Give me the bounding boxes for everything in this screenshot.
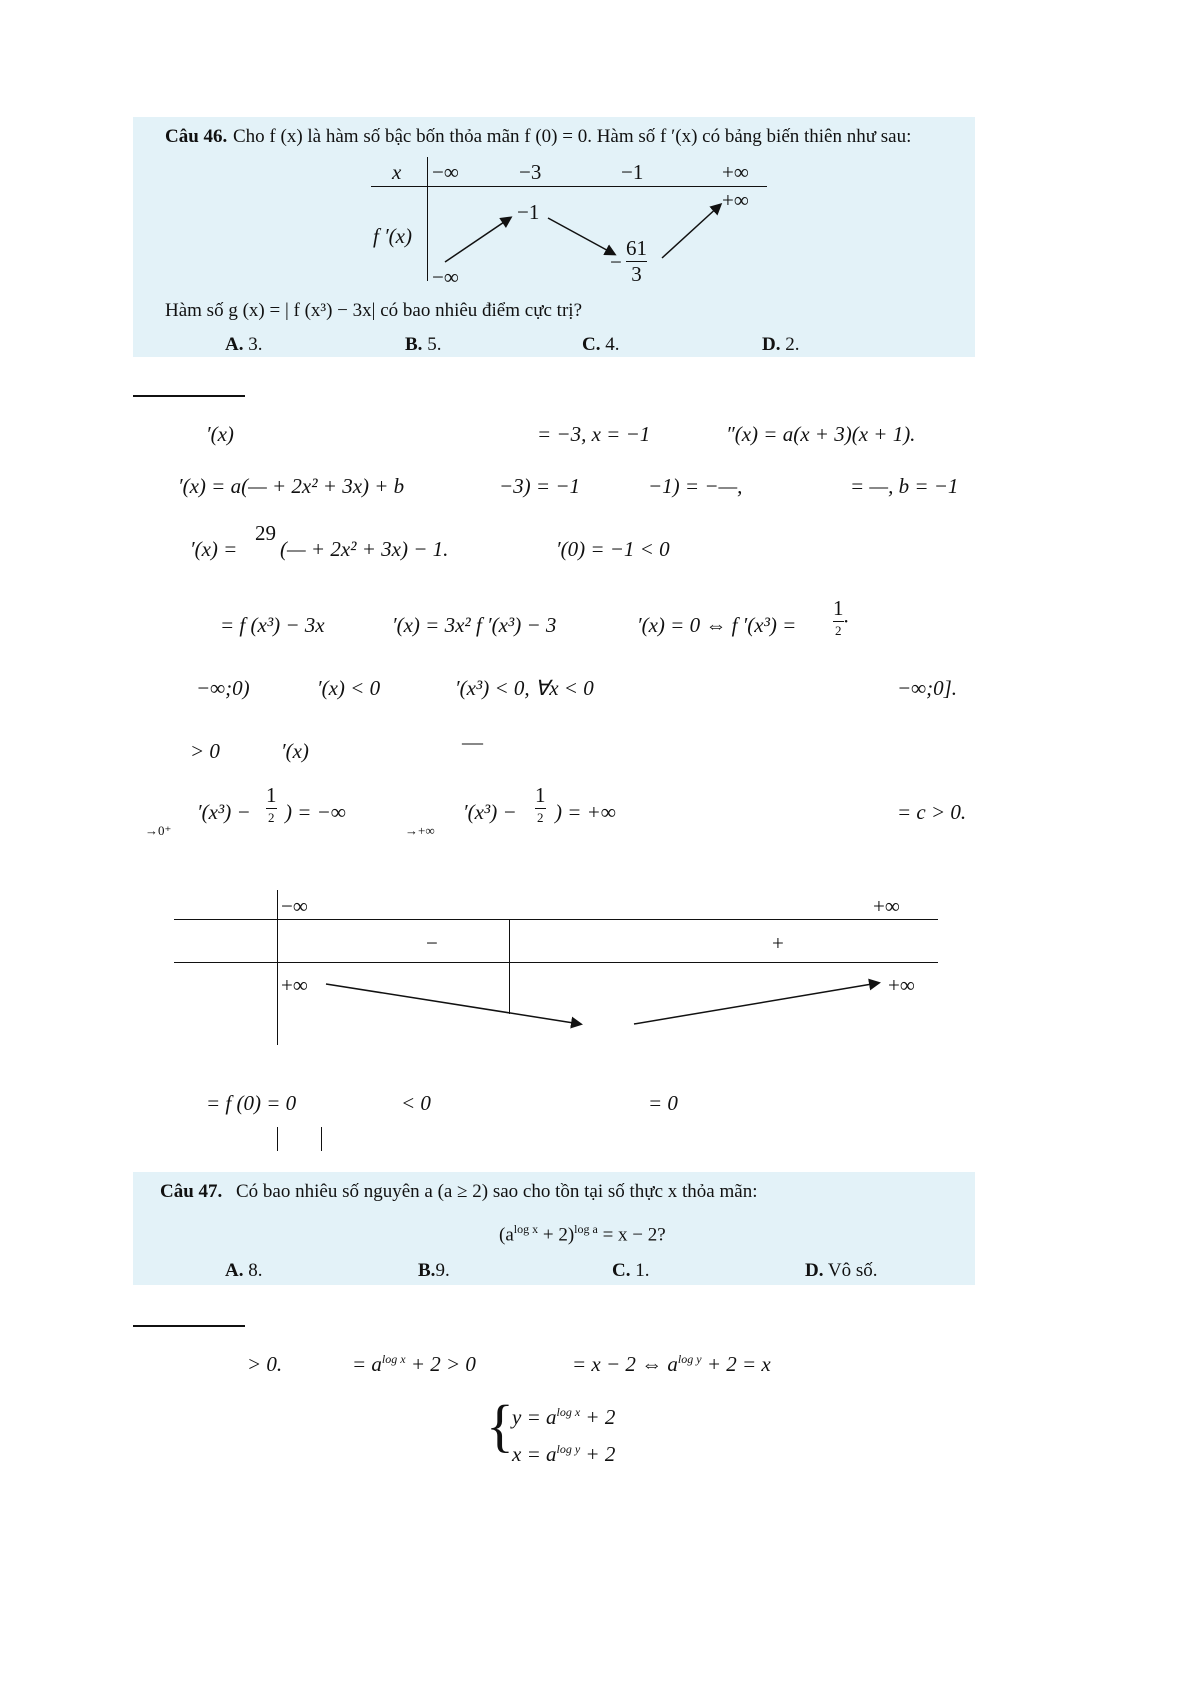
table1-value-minus-1: −1: [517, 200, 540, 224]
solution-47-rule: [133, 1325, 245, 1327]
sol46-line7-b-frac: $\frac{1}{2}$: [535, 783, 546, 825]
table2-sign-minus: −: [426, 931, 438, 955]
choice-c[interactable]: C. 4.: [582, 334, 620, 355]
table1-x-value-3: −1: [621, 160, 644, 184]
table2-minus-inf: −∞: [281, 894, 308, 918]
sol46-line7-a-post: ) = −∞: [285, 800, 346, 824]
sol46-line5-d: −∞;0].: [897, 676, 958, 700]
choice-a[interactable]: A. 3.: [225, 334, 263, 355]
sol46-line7-b-post: ) = +∞: [555, 800, 616, 824]
sol46-line1-c: ″(x) = a(x + 3)(x + 1).: [726, 422, 916, 446]
q47-choice-d[interactable]: D. Vô số.: [805, 1260, 878, 1281]
table1-x-label: x: [392, 160, 402, 184]
q47-choice-a[interactable]: A. 8.: [225, 1260, 263, 1281]
sol46-line6-b: ′(x): [281, 739, 309, 763]
sol46-line5-a: −∞;0): [196, 676, 250, 700]
sol46-line1-a: ′(x): [206, 422, 234, 446]
sol46-line7-sub2: →+∞: [405, 823, 435, 838]
table1-x-value-4: +∞: [722, 160, 749, 184]
question-47-text: Có bao nhiêu số nguyên a (a ≥ 2) sao cho tồn tại số thực x thỏa mãn:: [236, 1181, 758, 1202]
table1-f-label: f ′(x): [373, 224, 412, 248]
question-46-heading: Câu 46.: [165, 126, 228, 147]
sol46-line3-a-num: 29: [255, 521, 276, 545]
sol46-line7-sub1: →0⁺: [145, 823, 172, 838]
abs-bar-left: [277, 1127, 278, 1151]
sol46-line4-c-pre: ′(x) = 0 ⇔ f ′(x³) =: [637, 613, 797, 637]
sol46-line4-a: = f (x³) − 3x: [220, 613, 325, 637]
sol46-line2-d: = —, b = −1: [850, 474, 959, 498]
table2-line-1: [174, 919, 938, 920]
sol46-line8-b: < 0: [401, 1091, 431, 1115]
table1-bottom-minus-inf: −∞: [432, 265, 459, 289]
question-46-text: Cho f (x) là hàm số bậc bốn thỏa mãn f (0) = 0. Hàm số f ′(x) có bảng biến thiên như sau:: [233, 126, 912, 147]
sol47-line1-b: = $a^{log x} + 2 > 0$: [352, 1352, 476, 1376]
sol46-line6-c: —: [462, 730, 483, 754]
sol46-line2-a: ′(x) = a(— + 2x² + 3x) + b: [178, 474, 405, 498]
solution-46-rule: [133, 395, 245, 397]
sol46-line1-b: = −3, x = −1: [537, 422, 651, 446]
question-47-heading: Câu 47.: [160, 1181, 223, 1202]
table2-sign-plus: +: [772, 931, 784, 955]
sol46-line7-c: = c > 0.: [897, 800, 967, 824]
abs-bar-right: [321, 1127, 322, 1151]
sol46-line5-b: ′(x) < 0: [317, 676, 381, 700]
sol47-system-line2: $x = a^{log y} + 2$: [512, 1442, 616, 1466]
sol47-line1-a: > 0.: [247, 1352, 283, 1376]
table1-x-value-2: −3: [519, 160, 542, 184]
table1-neg-sign: −: [610, 250, 622, 274]
sol46-line2-b: −3) = −1: [499, 474, 581, 498]
sol46-line7-a-pre: ′(x³) −: [197, 800, 251, 824]
table1-x-value-1: −∞: [432, 160, 459, 184]
q47-choice-b[interactable]: B.9.: [418, 1260, 450, 1281]
sol46-line3-a-pre: ′(x) =: [190, 537, 238, 561]
sol47-line1-c: = x − 2 ⇔ $a^{log y} + 2 = x$: [572, 1352, 771, 1376]
sol46-line8-a: = f (0) = 0: [206, 1091, 297, 1115]
table2-plus-inf: +∞: [873, 894, 900, 918]
sol46-line8-c: = 0: [648, 1091, 678, 1115]
q47-choice-c[interactable]: C. 1.: [612, 1260, 650, 1281]
table1-neg-fraction: $\frac{61}{3}$: [626, 236, 647, 286]
sol46-line7-b-pre: ′(x³) −: [463, 800, 517, 824]
sol46-line4-b: ′(x) = 3x² f ′(x³) − 3: [392, 613, 557, 637]
choice-b[interactable]: B. 5.: [405, 334, 442, 355]
sol46-line2-c: −1) = −—,: [648, 474, 743, 498]
sol46-line3-a-post: (— + 2x² + 3x) − 1.: [280, 537, 449, 561]
sol46-line6-a: > 0: [190, 739, 220, 763]
choice-d[interactable]: D. 2.: [762, 334, 800, 355]
table2-left-plus-inf: +∞: [281, 973, 308, 997]
table2-arrows: [0, 940, 1192, 1040]
sol47-system-brace: {: [486, 1393, 514, 1458]
question-47-equation: $(a^{log x} + 2)^{log a} = x - 2$?: [499, 1222, 666, 1246]
table1-top-plus-inf: +∞: [722, 188, 749, 212]
sol46-line5-c: ′(x³) < 0, ∀x < 0: [455, 676, 594, 700]
sol46-line7-a-frac: $\frac{1}{2}$: [266, 783, 277, 825]
sol46-line3-b: ′(0) = −1 < 0: [556, 537, 670, 561]
sol46-line4-c-frac: $\frac{1}{2}$ .: [833, 596, 849, 638]
sol47-system-line1: $y = a^{log x} + 2$: [512, 1405, 616, 1429]
question-46-ask: Hàm số g (x) = | f (x³) − 3x| có bao nhiêu điểm cực trị?: [165, 300, 582, 321]
table2-right-plus-inf: +∞: [888, 973, 915, 997]
